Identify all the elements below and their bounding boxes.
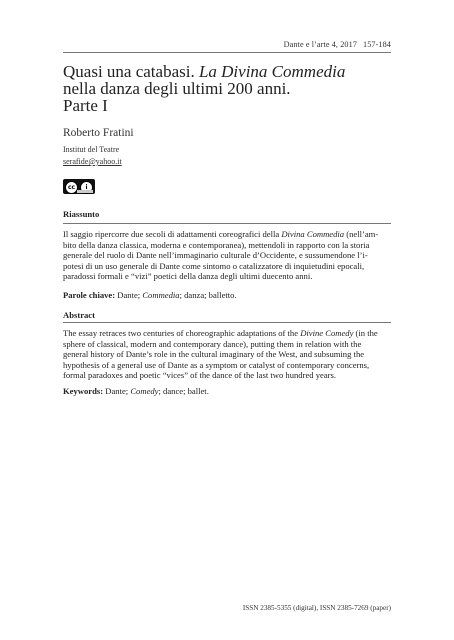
title-line-1-text: Quasi una catabasi.: [63, 62, 199, 81]
text-segment: paradossi formali e “vizi” poetici della danza degli ultimi duecento anni.: [63, 271, 313, 282]
keywords-text: Dante;: [115, 290, 143, 300]
text-segment: formal paradoxes and poetic “vices” of the dance of the last two hundred years.: [63, 370, 336, 381]
title-line-2: nella danza degli ultimi 200 anni.: [63, 79, 291, 98]
abstract-rule: [63, 322, 391, 323]
text-line: [63, 261, 391, 272]
text-segment: The essay retraces two centuries of choreographic adaptations of the: [63, 328, 301, 338]
text-segment: bito della danza classica, moderna e contemporanea), mettendoli in rapporto con la storia: [63, 239, 370, 250]
keywords-label: Keywords:: [63, 386, 104, 396]
riassunto-rule: [63, 223, 391, 224]
abstract-heading: Abstract: [63, 310, 95, 320]
title-line-3: Parte I: [63, 96, 108, 115]
text-segment: Il saggio ripercorre due secoli di adattamenti coreografici della: [63, 229, 282, 239]
title-line-1-italic: La Divina Commedia: [198, 62, 346, 81]
keywords-text-end: ; danza; balletto.: [179, 290, 237, 300]
riassunto-heading: Riassunto: [63, 209, 100, 219]
text-segment: generale del ruolo di Dante nell’immaginario culturale d’Occidente, e sussumendone l’i-: [63, 250, 368, 261]
page-range: 157-184: [363, 40, 391, 49]
author-name: Roberto Fratini: [63, 127, 134, 139]
italic-title: Divine Comedy: [300, 328, 354, 338]
keywords-text-end: ; dance; ballet.: [158, 386, 209, 396]
abstract-keywords: [63, 386, 391, 396]
header-rule: [63, 52, 391, 53]
text-segment: (in the: [353, 328, 378, 338]
text-line: [63, 328, 391, 339]
keywords-label: Parole chiave:: [63, 290, 116, 300]
text-line: [63, 240, 391, 251]
keywords-italic: Comedy: [130, 386, 159, 396]
title-line-1: [63, 63, 393, 80]
cc-license-bar: [77, 190, 93, 193]
text-segment: sphere of classical, modern and contemporary dance), putting them in relation with the: [63, 338, 362, 349]
running-head: [284, 40, 391, 49]
journal-issue: Dante e l’arte 4, 2017: [283, 40, 357, 49]
text-line: [63, 250, 391, 261]
text-line: [63, 271, 391, 282]
article-title: [63, 63, 393, 114]
keywords-italic: Commedia: [142, 290, 180, 300]
text-line: [63, 339, 391, 350]
creative-commons-by-icon[interactable]: [63, 179, 95, 194]
issn-footer: ISSN 2385-5355 (digital), ISSN 2385-7269 (paper): [242, 604, 391, 612]
riassunto-keywords: [63, 290, 391, 300]
by-attribution-icon: i: [80, 181, 93, 194]
text-segment: (nell’am-: [344, 229, 379, 239]
text-line: [63, 349, 391, 360]
text-segment: potesi di un uso generale di Dante come sintomo o catalizzatore di inquietudini epocali,: [63, 260, 365, 271]
riassunto-text: [63, 229, 391, 282]
author-email-link[interactable]: serafide@yahoo.it: [63, 157, 122, 166]
cc-mark: cc: [65, 181, 78, 194]
text-segment: general history of Dante’s role in the cultural imaginary of the West, and subsuming the: [63, 349, 365, 360]
text-line: [63, 229, 391, 240]
italic-title: Divina Commedia: [281, 229, 345, 239]
text-line: [63, 360, 391, 371]
text-segment: hypothesis of a general use of Dante as a symptom or catalyst of contemporary concerns,: [63, 359, 370, 370]
author-affiliation: Institut del Teatre: [63, 145, 120, 154]
abstract-text: [63, 328, 391, 381]
text-line: [63, 370, 391, 381]
keywords-text: Dante;: [103, 386, 131, 396]
